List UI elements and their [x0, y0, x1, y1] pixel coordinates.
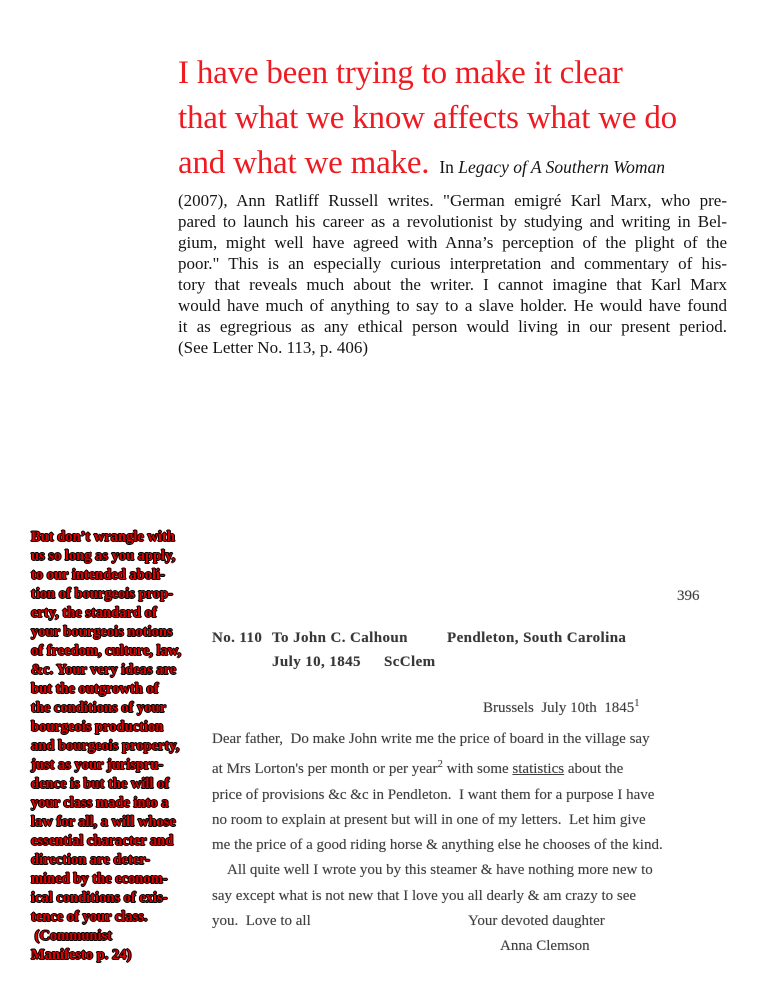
letter-line: no room to explain at present but will in one of my letters. Let him give [212, 811, 646, 828]
marginalia-line: your bourgeois notions [31, 624, 173, 640]
essay-body-line: (2007), Ann Ratliff Russell writes. "German emigré Karl Marx, who pre- [178, 191, 727, 210]
letter-line-2-pre: at Mrs Lorton's per month or per year [212, 761, 438, 778]
essay-body-line: pared to launch his career as a revolutionist by studying and writing in Bel- [178, 212, 727, 231]
essay-body-line: gium, might well have agreed with Anna’s perception of the plight of the [178, 233, 727, 252]
letter-body [212, 727, 757, 960]
marginalia-line: the conditions of your [31, 700, 166, 716]
letter-repository-code: ScClem [384, 654, 436, 670]
marginalia-quote [31, 528, 216, 965]
essay-body-line: tory that reveals much about the writer. I cannot imagine that Karl Marx [178, 275, 727, 294]
dateline-text: Brussels July 10th 1845 [483, 700, 635, 716]
marginalia-line: law for all, a will whose [31, 814, 176, 830]
essay-block [178, 51, 727, 358]
headline-line-3 [178, 141, 727, 190]
marginalia-line: (Communist [31, 928, 112, 944]
marginalia-line: mined by the econom- [31, 871, 168, 887]
intro-prefix: In [439, 157, 459, 177]
marginalia-line: your class made into a [31, 795, 169, 811]
letter-page-number: 396 [677, 588, 700, 604]
essay-body-line: would have much of anything to say to a slave holder. He would have found [178, 296, 727, 315]
cited-book-title: Legacy of A Southern Woman [458, 157, 666, 177]
letter-scan [212, 580, 757, 955]
letter-place: Pendleton, South Carolina [447, 630, 627, 646]
essay-headline [178, 51, 727, 190]
marginalia-line: essential character and [31, 833, 174, 849]
headline-line-2: that what we know affects what we do [178, 100, 677, 136]
footnote-marker-2: 2 [437, 759, 443, 771]
marginalia-line: tence of your class. [31, 909, 148, 925]
marginalia-line: to our intended aboli- [31, 567, 165, 583]
marginalia-line: ical conditions of exis- [31, 890, 168, 906]
marginalia-line: bourgeois production [31, 719, 164, 735]
marginalia-line: but the outgrowth of [31, 681, 159, 697]
signature-role: Your devoted daughter [468, 913, 605, 930]
marginalia-line: just as your jurispru- [31, 757, 164, 773]
letter-line-2-post: about the [564, 761, 624, 778]
letter-line: All quite well I wrote you by this steamer & have nothing more new to [227, 862, 653, 879]
marginalia-line: of freedom, culture, law, [31, 643, 182, 659]
essay-body [178, 190, 727, 358]
intro-citation [439, 157, 665, 177]
marginalia-line: &c. Your very ideas are [31, 662, 177, 678]
marginalia-line: direction are deter- [31, 852, 150, 868]
letter-line: me the price of a good riding horse & anything else he chooses of the kind. [212, 837, 663, 854]
marginalia-line: us so long as you apply, [31, 548, 176, 564]
footnote-marker-1: 1 [634, 698, 640, 709]
statistics-underlined: statistics [512, 761, 565, 778]
letter-line: say except what is not new that I love you all dearly & am crazy to see [212, 887, 637, 904]
letter-recipient: To John C. Calhoun [272, 630, 408, 646]
marginalia-line: But don’t wrangle with [31, 529, 175, 545]
letter-line-8: you. Love to all [212, 913, 311, 930]
marginalia-line: erty, the standard of [31, 605, 157, 621]
essay-body-line: it as egregrious as any ethical person would living in our present period. [178, 317, 727, 336]
letter-date: July 10, 1845 [272, 654, 361, 670]
letter-line-2-mid: with some [442, 761, 513, 778]
marginalia-line: dence is but the will of [31, 776, 170, 792]
headline-line-1: I have been trying to make it clear [178, 55, 623, 91]
letter-line [212, 752, 757, 782]
marginalia-line: and bourgeois property, [31, 738, 180, 754]
marginalia-line: tion of bourgeois prop- [31, 586, 173, 602]
letter-line: Dear father, Do make John write me the price of board in the village say [212, 731, 650, 747]
signature-name: Anna Clemson [500, 938, 590, 955]
marginalia-line: Manifesto p. 24) [31, 947, 132, 963]
essay-body-line: (See Letter No. 113, p. 406) [178, 338, 369, 357]
letter-closing [212, 909, 757, 934]
letter-line: price of provisions &c &c in Pendleton. I want them for a purpose I have [212, 786, 655, 803]
essay-body-line: poor." This is an especially curious interpretation and commentary of his- [178, 254, 727, 273]
letter-number: No. 110 [212, 630, 263, 646]
letter-dateline [483, 698, 640, 717]
headline-line-3-text: and what we make. [178, 145, 430, 181]
